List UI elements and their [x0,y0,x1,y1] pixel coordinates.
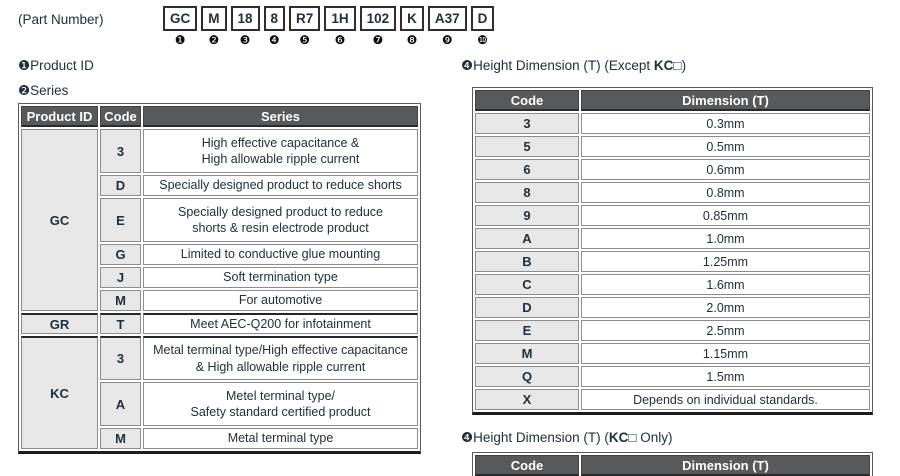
code-cell: B [475,251,579,272]
dimension-cell: 0.6mm [581,159,870,180]
part-number-segment [163,6,197,46]
part-number-segment [360,6,397,46]
series-description-line: shorts & resin electrode product [192,221,369,235]
dimension-cell: 1.15mm [581,343,870,364]
segment-code-box: 102 [360,6,397,31]
part-number-segment [289,6,320,46]
dimension-column-header: Dimension (T) [581,455,870,476]
segment-code-box: M [201,6,226,31]
code-cell: 3 [475,113,579,134]
segment-number-marker: ❻ [334,33,346,47]
code-column-header: Code [475,455,579,476]
segment-number-marker: ❸ [239,33,251,47]
series-description-cell [143,175,418,196]
table-row [475,182,870,203]
code-cell: Q [475,366,579,387]
dimension-cell: 2.5mm [581,320,870,341]
series-column-header: Series [143,106,418,127]
segment-code-box: D [471,6,495,31]
series-description-cell [143,267,418,288]
table-row [475,320,870,341]
code-cell: M [100,290,141,311]
table-row [21,313,418,334]
product-id-heading: ❶Product ID [18,58,94,73]
segment-number-marker: ❽ [406,33,418,47]
part-number-segment [400,6,424,46]
series-description-line: Safety standard certified product [190,405,371,419]
series-description-line: Metal terminal type/High effective capacitance [153,343,408,358]
dimension-cell: 1.5mm [581,366,870,387]
series-heading: ❷Series [18,83,69,98]
product-id-cell: GR [21,313,98,334]
code-cell: M [475,343,579,364]
code-cell: 8 [475,182,579,203]
code-cell: 6 [475,159,579,180]
segment-code-box: GC [163,6,197,31]
part-number-row [18,6,494,46]
heading-kc-bold: KC□ [653,58,682,73]
part-number-segment [231,6,260,46]
table-row [475,343,870,364]
code-cell: A [100,382,141,426]
series-description-cell [143,244,418,265]
code-cell: D [100,175,141,196]
segment-number-marker: ❷ [208,33,220,47]
table-row [475,389,870,410]
part-number-segment [264,6,286,46]
series-description-line: Metel terminal type/ [225,388,336,403]
segment-code-box: A37 [428,6,467,31]
series-table-header-row [21,106,418,127]
part-number-segment [471,6,495,46]
series-description-line: High allowable ripple current [201,152,360,166]
product-id-cell: KC [21,336,98,449]
table-row [475,205,870,226]
series-description-line: For automotive [238,293,323,308]
code-cell: 9 [475,205,579,226]
series-description-line: & High allowable ripple current [195,359,366,374]
series-description-line: Specially designed product to reduce [178,204,383,219]
segment-number-marker: ❼ [372,33,384,47]
series-description-line: Limited to conductive glue mounting [180,247,381,262]
height-kc-table-header-row [475,455,870,476]
series-description-cell [143,336,418,380]
dimension-cell: 2.0mm [581,297,870,318]
heading-text: Only) [636,430,673,445]
table-row [475,366,870,387]
series-description-cell [143,290,418,311]
segment-number-marker: ❾ [441,33,453,47]
segment-number-marker: ❹ [268,33,280,47]
series-code-table [18,103,421,454]
segment-code-box: K [400,6,424,31]
code-column-header: Code [100,106,141,127]
part-number-segment [324,6,355,46]
dimension-cell: 1.6mm [581,274,870,295]
height-dimension-kc-only-heading [461,430,673,446]
dimension-cell: 0.5mm [581,136,870,157]
table-row [475,297,870,318]
series-description-cell [143,129,418,173]
code-cell: J [100,267,141,288]
dimension-cell: 0.8mm [581,182,870,203]
code-cell: G [100,244,141,265]
height-dimension-kc-table [472,452,873,476]
dimension-cell: 1.25mm [581,251,870,272]
code-cell: E [100,198,141,242]
series-description-cell [143,382,418,426]
table-row [475,274,870,295]
dimension-column-header: Dimension (T) [581,90,870,111]
dimension-cell: 0.3mm [581,113,870,134]
heading-kc-bold: KC□ [608,430,637,445]
heading-text: ❹Height Dimension (T) ( [461,430,609,445]
series-description-cell [143,198,418,242]
part-number-segment [428,6,467,46]
code-cell: D [475,297,579,318]
segment-code-box: 1H [324,6,355,31]
segment-number-marker: ❶ [174,33,186,47]
part-number-segment [201,6,226,46]
table-row [475,251,870,272]
segment-code-box: 8 [264,6,286,31]
part-number-label: (Part Number) [18,12,104,27]
heading-text: ) [681,58,687,73]
series-description-cell [143,313,418,334]
dimension-cell: Depends on individual standards. [581,389,870,410]
table-row [21,129,418,173]
table-row [475,228,870,249]
table-row [475,159,870,180]
series-description-line: High effective capacitance & [201,135,360,150]
segment-code-box: R7 [289,6,320,31]
heading-text: ❹Height Dimension (T) (Except [461,58,654,73]
code-cell: 3 [100,129,141,173]
segment-number-marker: ❿ [477,33,488,47]
series-description-line: Metal terminal type [227,431,334,446]
segment-code-box: 18 [231,6,260,31]
series-description-line: Soft termination type [223,270,338,285]
dimension-cell: 1.0mm [581,228,870,249]
code-cell: T [100,313,141,334]
code-cell: C [475,274,579,295]
product-id-cell: GC [21,129,98,311]
series-description-cell [143,428,418,449]
height-table-header-row [475,90,870,111]
table-row [21,336,418,380]
code-cell: E [475,320,579,341]
height-dimension-except-kc-heading [461,58,686,74]
dimension-cell: 0.85mm [581,205,870,226]
segment-number-marker: ❺ [299,33,311,47]
code-cell: X [475,389,579,410]
code-column-header: Code [475,90,579,111]
series-description-line: Specially designed product to reduce shorts [159,178,402,193]
code-cell: 5 [475,136,579,157]
table-row [475,113,870,134]
code-cell: A [475,228,579,249]
series-description-line: Meet AEC-Q200 for infotainment [190,316,371,331]
part-number-segments [163,6,494,46]
table-row [475,136,870,157]
code-cell: M [100,428,141,449]
product-id-column-header: Product ID [21,106,98,127]
code-cell: 3 [100,336,141,380]
height-dimension-table [472,87,873,415]
